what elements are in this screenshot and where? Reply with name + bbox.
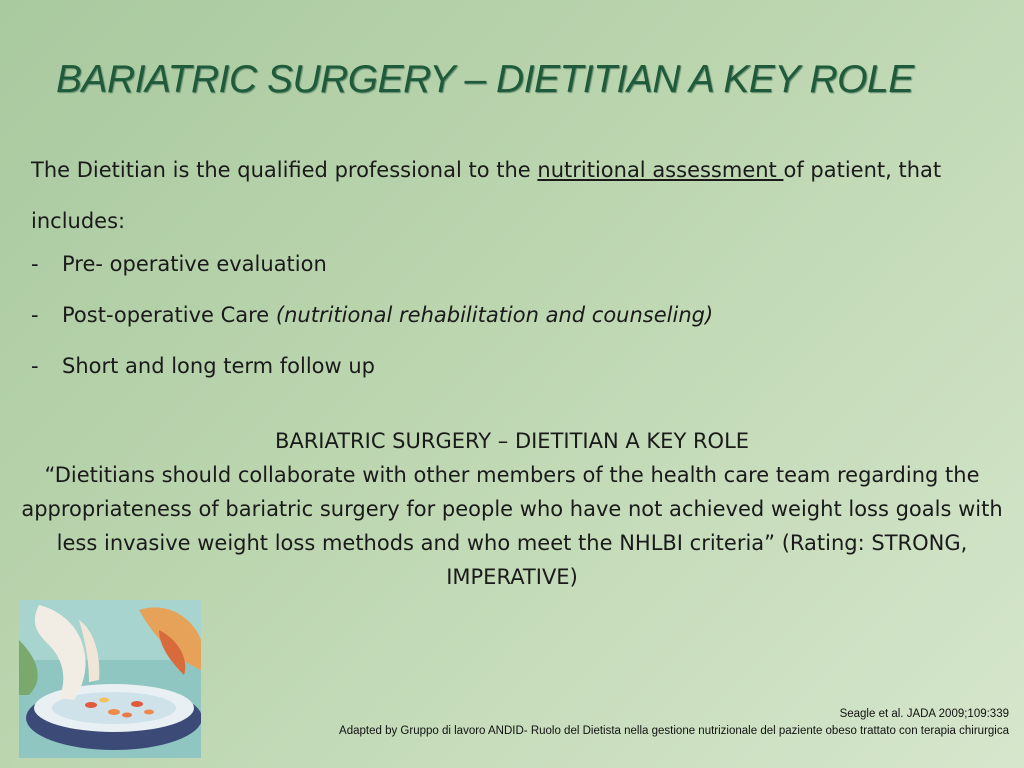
bullet-dash: - <box>31 354 39 378</box>
bullet-text: Post-operative Care <box>62 303 276 327</box>
quote-text: “Dietitians should collaborate with other members of the health care team regarding the appropriateness of bariatric surgery for people who have not achieved weight loss goals with less invasive weight loss methods and who meet the NHLBI criteria” (Rating: STRONG, IMPERATIVE) <box>21 463 1003 589</box>
bullet-dash: - <box>31 252 39 276</box>
bowl-illustration <box>19 600 201 758</box>
citation-adaptation: Adapted by Gruppo di lavoro ANDID- Ruolo del Dietista nella gestione nutrizionale del paziente obeso trattato con terapia chirurgica <box>339 725 1009 737</box>
bullet-italic: (nutritional rehabilitation and counseling) <box>275 303 714 327</box>
citation-source: Seagle et al. JADA 2009;109:339 <box>839 708 1009 720</box>
intro-underlined-term: nutritional assessment <box>537 158 784 182</box>
bullet-item <box>31 290 991 341</box>
quote-title: BARIATRIC SURGERY – DIETITIAN A KEY ROLE <box>274 429 750 453</box>
bullet-item <box>31 239 991 290</box>
slide-title: BARIATRIC SURGERY – DIETITIAN A KEY ROLE <box>56 58 914 101</box>
quote-block <box>20 424 1004 594</box>
bullet-text: Pre- operative evaluation <box>62 252 327 276</box>
intro-text-before: The Dietitian is the qualified professional to the <box>31 158 538 182</box>
bullet-dash: - <box>31 303 39 327</box>
bullet-item <box>31 341 991 392</box>
bullet-list <box>31 239 991 392</box>
bullet-text: Short and long term follow up <box>62 354 376 378</box>
citation <box>339 706 1009 740</box>
intro-text-after: of patient, that includes: <box>31 158 942 233</box>
intro-paragraph <box>31 145 991 247</box>
